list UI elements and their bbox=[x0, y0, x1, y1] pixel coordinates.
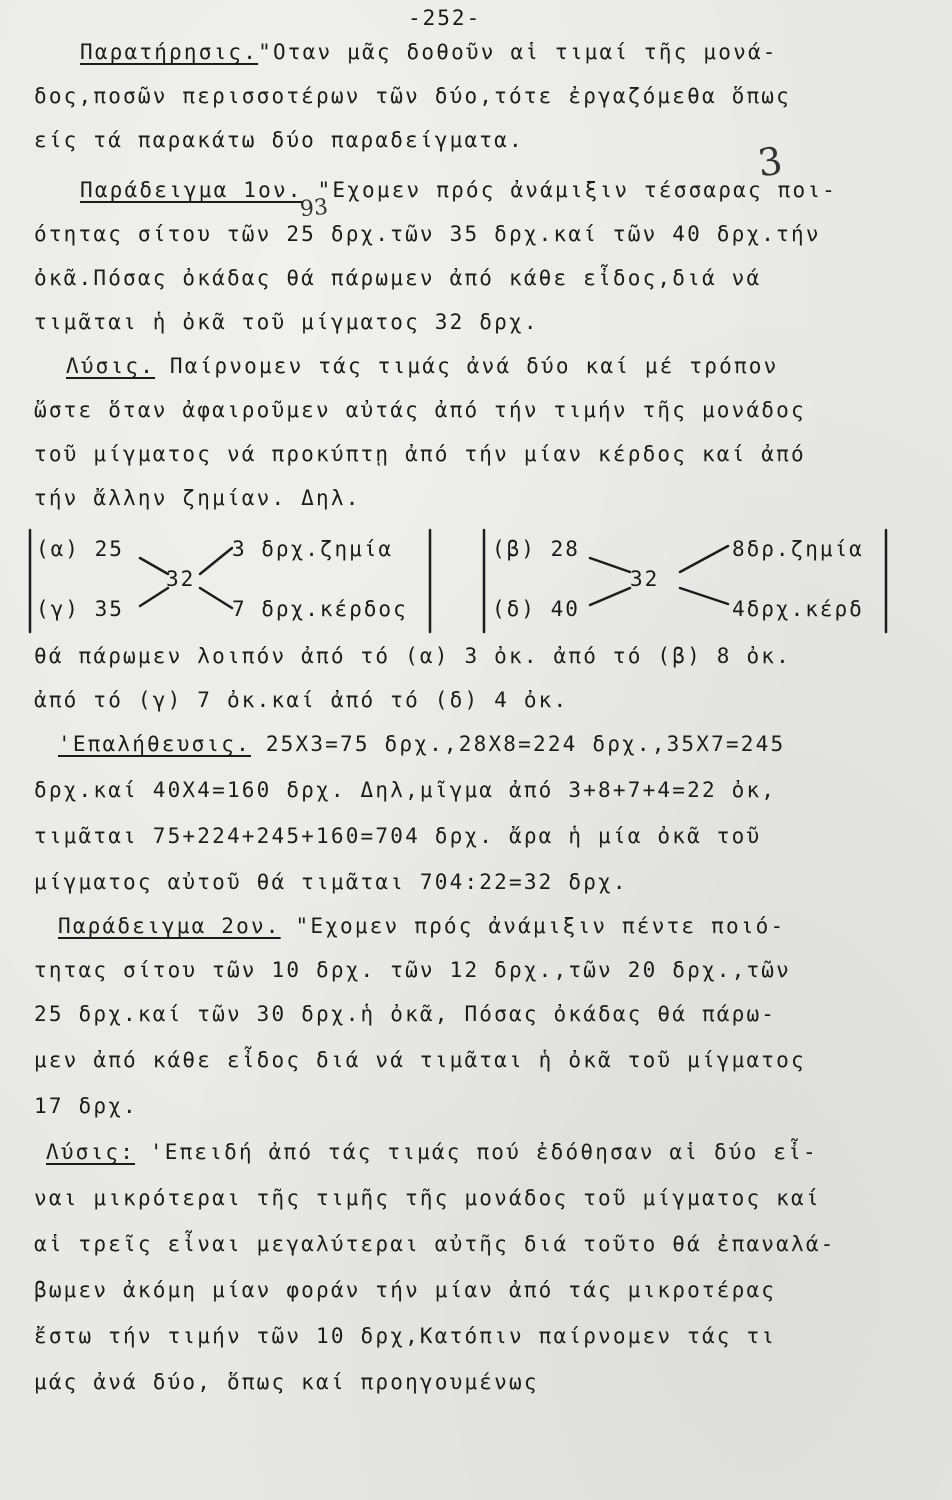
solution-2-line-5: ἔστω τήν τιμήν τῶν 10 δρχ,Κατόπιν παίρνομεν τάς τι bbox=[34, 1324, 777, 1348]
example-1-heading: Παράδειγμα 1ον. bbox=[80, 178, 303, 202]
solution-2-line-3: αἱ τρεῖς εἶναι μεγαλύτεραι αὐτῆς διά τοῦτο θά ἐπαναλά- bbox=[34, 1232, 836, 1256]
diagram-left-g-price: (γ) 35 bbox=[36, 597, 124, 621]
handwritten-scribble: 93 bbox=[298, 194, 330, 223]
left-line-center-to-profit bbox=[200, 588, 232, 608]
paragraph-1-text-1: "Οταν μᾶς δοθοῦν αἱ τιμαί τῆς μονά- bbox=[258, 40, 778, 64]
diagram-right-center-price: 32 bbox=[630, 567, 660, 591]
solution-1-heading: Λύσις. bbox=[66, 354, 156, 378]
paragraph-1-line-2: δος,ποσῶν περισσοτέρων τῶν δύο,τότε ἐργαζόμεθα ὅπως bbox=[34, 84, 791, 108]
conclusion-line-1: θά πάρωμεν λοιπόν ἀπό τό (α) 3 ὀκ. ἀπό τό (β) 8 ὀκ. bbox=[34, 644, 791, 668]
diagram-left-loss: 3 δρχ.ζημία bbox=[232, 537, 394, 561]
solution-1-line-3: τοῦ μίγματος νά προκύπτῃ ἀπό τήν μίαν κέρδος καί ἀπό bbox=[34, 442, 806, 466]
right-line-d-to-center bbox=[590, 588, 630, 605]
diagram-right-profit: 4δρχ.κέρδ bbox=[732, 597, 864, 621]
diagram-left-a-price: (α) 25 bbox=[36, 537, 124, 561]
handwritten-margin-number: 3 bbox=[755, 138, 786, 186]
verification-heading: 'Επαλήθευσις. bbox=[58, 732, 251, 756]
diagram-right-d-price: (δ) 40 bbox=[492, 597, 580, 621]
example-1-line-4: τιμᾶται ἡ ὀκᾶ τοῦ μίγματος 32 δρχ. bbox=[34, 310, 539, 334]
page-number: -252- bbox=[408, 6, 482, 30]
example-2-line-4: μεν ἀπό κάθε εἶδος διά νά τιμᾶται ἡ ὀκᾶ τοῦ μίγματος bbox=[34, 1048, 806, 1072]
solution-1-line-2: ὥστε ὅταν ἀφαιροῦμεν αὐτάς ἀπό τήν τιμήν τῆς μονάδος bbox=[34, 398, 806, 422]
verification-text-1: 25Χ3=75 δρχ.,28Χ8=224 δρχ.,35Χ7=245 bbox=[265, 732, 786, 756]
example-2-text-1: "Εχομεν πρός ἀνάμιξιν πέντε ποιό- bbox=[295, 914, 786, 938]
left-line-g-to-center bbox=[140, 588, 168, 606]
example-1-line-2: ότητας σίτου τῶν 25 δρχ.τῶν 35 δρχ.καί τῶν 40 δρχ.τήν bbox=[34, 222, 821, 246]
example-2-line-2: τητας σίτου τῶν 10 δρχ. τῶν 12 δρχ.,τῶν 20 δρχ.,τῶν bbox=[34, 958, 791, 982]
left-line-center-to-loss bbox=[200, 548, 232, 574]
left-line-a-to-center bbox=[140, 558, 168, 574]
solution-2-heading: Λύσις: bbox=[46, 1140, 136, 1164]
verification-line-1 bbox=[58, 732, 785, 756]
solution-2-text-1: 'Επειδή ἀπό τάς τιμάς πού ἐδόθησαν αἱ δύο εἶ- bbox=[149, 1140, 818, 1164]
diagram-left-center-price: 32 bbox=[166, 567, 196, 591]
solution-1-text-1: Παίρνομεν τάς τιμάς ἀνά δύο καί μέ τρόπον bbox=[169, 354, 779, 378]
right-line-center-to-profit bbox=[680, 588, 728, 604]
solution-2-line-2: ναι μικρότεραι τῆς τιμῆς τῆς μονάδος τοῦ μίγματος καί bbox=[34, 1186, 821, 1210]
diagram-left-profit: 7 δρχ.κέρδος bbox=[232, 597, 408, 621]
verification-line-3: τιμᾶται 75+224+245+160=704 δρχ. ἄρα ἡ μία ὀκᾶ τοῦ bbox=[34, 824, 762, 848]
example-2-line-1 bbox=[58, 914, 785, 938]
diagram-right-b-price: (β) 28 bbox=[492, 537, 580, 561]
right-line-center-to-loss bbox=[680, 546, 728, 572]
right-line-b-to-center bbox=[590, 558, 630, 572]
remark-heading: Παρατήρησις. bbox=[80, 40, 259, 64]
example-1-text-1: "Εχομεν πρός ἀνάμιξιν τέσσαρας ποι- bbox=[317, 178, 838, 202]
solution-2-line-4: βωμεν ἀκόμη μίαν φοράν τήν μίαν ἀπό τάς μικροτέρας bbox=[34, 1278, 777, 1302]
diagram-right-loss: 8δρ.ζημία bbox=[732, 537, 864, 561]
example-2-line-5: 17 δρχ. bbox=[34, 1094, 138, 1118]
solution-1-line-4: τήν ἄλλην ζημίαν. Δηλ. bbox=[34, 486, 361, 510]
paragraph-1-line-3: είς τά παρακάτω δύο παραδείγματα. bbox=[34, 128, 524, 152]
example-2-line-3: 25 δρχ.καί τῶν 30 δρχ.ἡ ὀκᾶ, Πόσας ὀκάδας θά πάρω- bbox=[34, 1002, 777, 1026]
verification-line-4: μίγματος αὐτοῦ θά τιμᾶται 704:22=32 δρχ. bbox=[34, 870, 628, 894]
solution-2-line-6: μάς ἀνά δύο, ὅπως καί προηγουμένως bbox=[34, 1370, 539, 1394]
verification-line-2: δρχ.καί 40Χ4=160 δρχ. Δηλ,μῖγμα ἀπό 3+8+7+4=22 ὀκ, bbox=[34, 778, 777, 802]
conclusion-line-2: ἀπό τό (γ) 7 ὀκ.καί ἀπό τό (δ) 4 ὀκ. bbox=[34, 688, 569, 712]
solution-2-line-1 bbox=[46, 1140, 818, 1164]
example-1-line-3: ὀκᾶ.Πόσας ὀκάδας θά πάρωμεν ἀπό κάθε εἶδος,διά νά bbox=[34, 266, 762, 290]
example-2-heading: Παράδειγμα 2ον. bbox=[58, 914, 281, 938]
